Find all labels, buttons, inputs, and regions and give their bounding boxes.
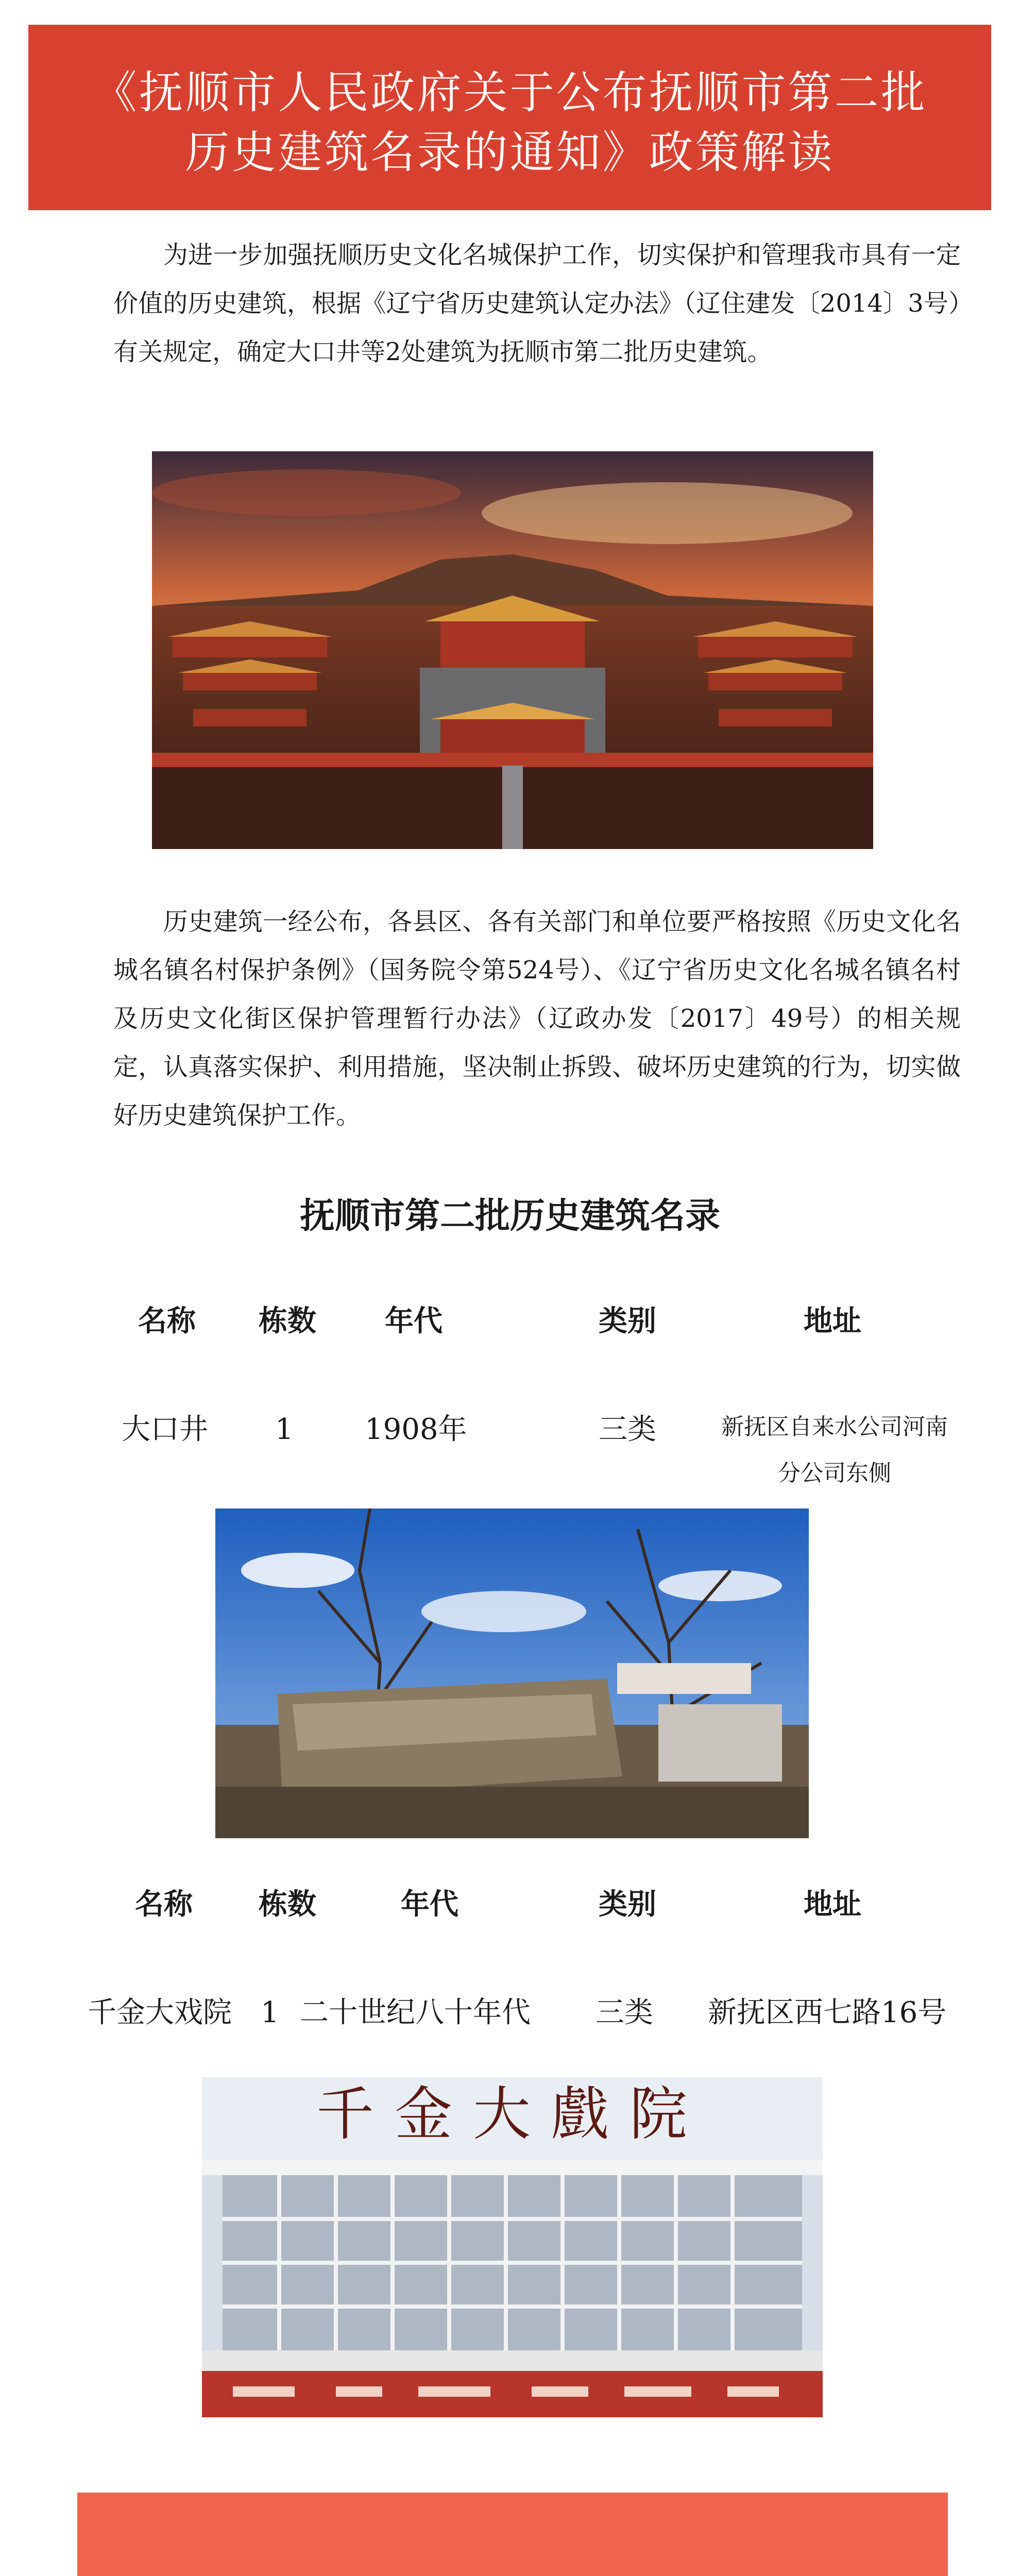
building-2-address: 新抚区西七路16号 [708, 1996, 947, 2029]
column-header-address: 地址 [804, 1304, 861, 1338]
page-title-line-2: 历史建筑名录的通知》政策解读 [185, 127, 835, 178]
theater-sign: 千金大戲院 [316, 2081, 708, 2148]
column-header-name-2: 名称 [135, 1888, 193, 1921]
column-header-era: 年代 [385, 1304, 443, 1338]
column-header-category-2: 类别 [599, 1888, 656, 1921]
building-2-era: 二十世纪八十年代 [300, 1996, 531, 2029]
column-header-count-2: 栋数 [259, 1888, 316, 1921]
building-1-name: 大口井 [122, 1413, 208, 1446]
building-1-address-line-1: 新抚区自来水公司河南 [721, 1414, 948, 1440]
column-header-category: 类别 [599, 1304, 656, 1338]
palace-panorama-image [152, 451, 873, 849]
dakoujing-well-photo [215, 1509, 809, 1838]
building-1-era: 1908年 [365, 1413, 467, 1446]
list-title: 抚顺市第二批历史建筑名录 [299, 1196, 720, 1236]
column-header-address-2: 地址 [804, 1888, 861, 1921]
qianjin-theater-photo [202, 2077, 823, 2417]
building-1-count: 1 [275, 1413, 294, 1446]
building-2-name: 千金大戏院 [88, 1996, 232, 2029]
column-header-era-2: 年代 [401, 1888, 458, 1921]
page-title-line-1: 《抚顺市人民政府关于公布抚顺市第二批 [92, 67, 927, 118]
column-header-count: 栋数 [259, 1304, 316, 1338]
column-header-name: 名称 [138, 1304, 196, 1338]
body-paragraph: 历史建筑一经公布，各县区、各有关部门和单位要严格按照《历史文化名城名镇名村保护条例》（国务院令第524号）、《辽宁省历史文化名城名镇名村及历史文化街区保护管理暂行办法》（辽政办发〔2017〕49号）的相关规定，认真落实保护、利用措施，坚决制止拆毁、破坏历史建筑的行为，切实做好历史建筑保护工作。 [113, 907, 961, 1130]
building-2-count: 1 [261, 1996, 279, 2029]
source-footer [77, 2493, 948, 2576]
title-banner [28, 25, 991, 210]
building-1-category: 三类 [599, 1413, 656, 1446]
building-2-category: 三类 [596, 1996, 653, 2029]
building-1-address-line-2: 分公司东侧 [778, 1460, 891, 1486]
intro-paragraph: 为进一步加强抚顺历史文化名城保护工作，切实保护和管理我市具有一定价值的历史建筑，根据《辽宁省历史建筑认定办法》（辽住建发〔2014〕3号）有关规定，确定大口井等2处建筑为抚顺市第二批历史建筑。 [113, 241, 961, 366]
